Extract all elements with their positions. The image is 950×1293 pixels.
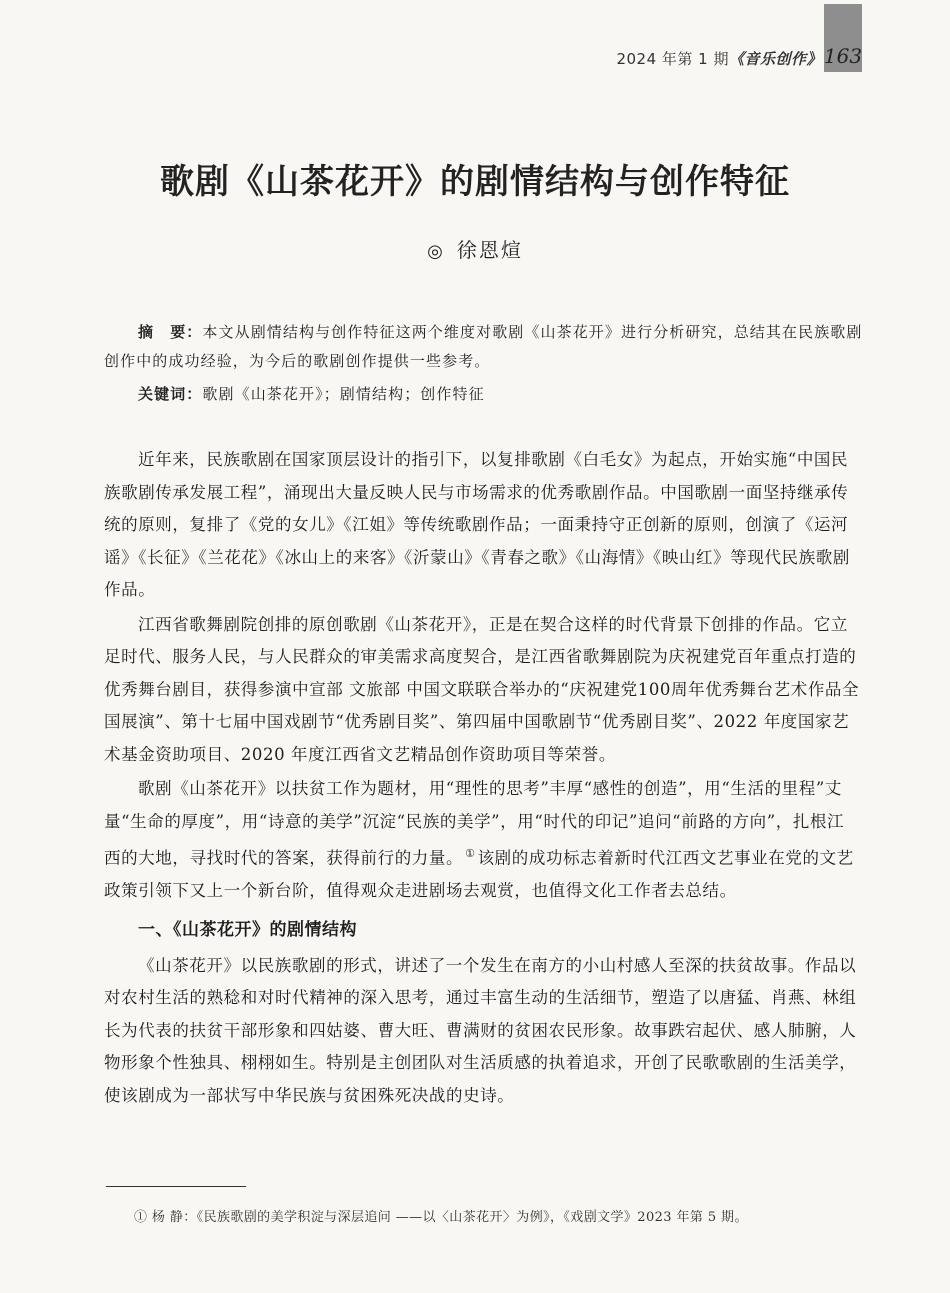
section-heading: 一、《山茶花开》的剧情结构 <box>138 919 357 940</box>
abstract <box>104 318 864 376</box>
article-title: 歌剧《山茶花开》的剧情结构与创作特征 <box>160 162 790 202</box>
journal-name: 《音乐创作》 <box>728 50 822 68</box>
running-header <box>616 48 822 69</box>
abstract-label: 摘 要： <box>138 323 203 341</box>
paragraph-3 <box>104 773 860 908</box>
footnote: ① 杨 静：《民族歌剧的美学积淀与深层追问 ——以〈山茶花开〉为例》，《戏剧文学》2023 年第 5 期。 <box>134 1210 748 1225</box>
keywords-text: 歌剧《山茶花开》；剧情结构；创作特征 <box>202 385 485 403</box>
paragraph-3-text-a: 歌剧《山茶花开》以扶贫工作为题材，用“理性的思考”丰厚“感性的创造”，用“生活的里程”丈量“生命的厚度”，用“诗意的美学”沉淀“民族的美学”，用“时代的印记”追问“前路的方向”，扎根江西的大地，寻找时代的答案，获得前行的力量。 <box>104 779 845 868</box>
abstract-text: 本文从剧情结构与创作特征这两个维度对歌剧《山茶花开》进行分析研究，总结其在民族歌剧创作中的成功经验，为今后的歌剧创作提供一些参考。 <box>104 323 863 370</box>
keywords <box>138 380 838 409</box>
page-number: 163 <box>824 4 862 72</box>
paragraph-3-text-b: 该剧的成功标志着新时代江西文艺事业在党的文艺政策引领下又上一个新台阶，值得观众走进剧场去观赏，也值得文化工作者去总结。 <box>104 848 854 900</box>
author-mark: ◎ <box>427 241 445 262</box>
issue-info: 2024 年第 1 期 <box>616 50 729 68</box>
author-name: 徐恩煊 <box>456 238 523 262</box>
footnote-reference[interactable]: ① <box>465 847 476 860</box>
article-body <box>104 444 860 1114</box>
paragraph-1: 近年来，民族歌剧在国家顶层设计的指引下，以复排歌剧《白毛女》为起点，开始实施“中国民族歌剧传承发展工程”，涌现出大量反映人民与市场需求的优秀歌剧作品。中国歌剧一面坚持继承传统的原则，复排了《党的女儿》《江姐》等传统歌剧作品；一面秉持守正创新的原则，创演了《运河谣》《长征》《兰花花》《冰山上的来客》《沂蒙山》《青春之歌》《山海情》《映山红》等现代民族歌剧作品。 <box>104 450 850 599</box>
paragraph-2: 江西省歌舞剧院创排的原创歌剧《山茶花开》，正是在契合这样的时代背景下创排的作品。它立足时代、服务人民，与人民群众的审美需求高度契合，是江西省歌舞剧院为庆祝建党百年重点打造的优秀舞台剧目，获得参演中宣部 文旅部 中国文联联合举办的“庆祝建党100周年优秀舞台艺术作品全国展演”、第十七届中国戏剧节“优秀剧目奖”、第四届中国歌剧节“优秀剧目奖”、2022 年度国家艺术基金资助项目、2020 年度江西省文艺精品创作资助项目等荣誉。 <box>104 614 860 764</box>
keywords-label: 关键词： <box>138 385 203 403</box>
footnote-divider <box>106 1186 246 1187</box>
author-line <box>0 234 950 263</box>
paragraph-4: 《山茶花开》以民族歌剧的形式，讲述了一个发生在南方的小山村感人至深的扶贫故事。作品以对农村生活的熟稔和对时代精神的深入思考，通过丰富生动的生活细节，塑造了以唐猛、肖燕、林组长为代表的扶贫干部形象和四姑婆、曹大旺、曹满财的贫困农民形象。故事跌宕起伏、感人肺腑，人物形象个性独具、栩栩如生。特别是主创团队对生活质感的执着追求，开创了民歌歌剧的生活美学，使该剧成为一部状写中华民族与贫困殊死决战的史诗。 <box>104 955 857 1105</box>
